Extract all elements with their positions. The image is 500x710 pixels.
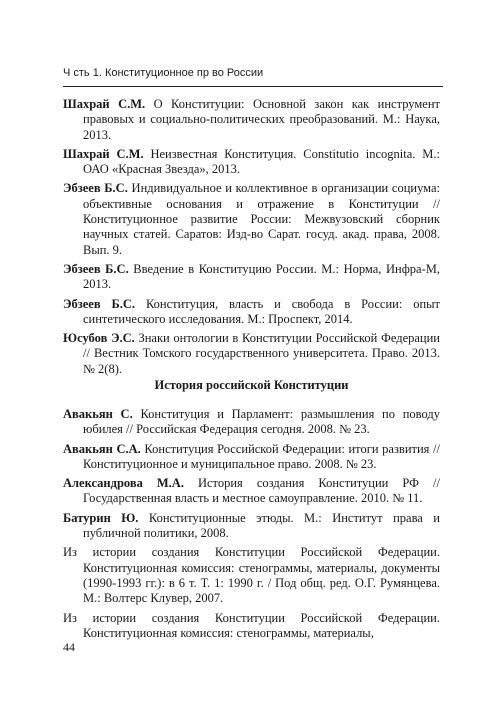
entry-text: Конституция, власть и свобода в России: опыт синтетического исследования. М.: Проспект, 2014. <box>83 296 440 326</box>
entry-author: Эбзеев Б.С. <box>63 181 128 196</box>
entry-text: Конституция и Парламент: размышления по поводу юбилея // Российская Федерация сегодня. 2008. № 23. <box>83 407 440 437</box>
running-header: Ч сть 1. Конституционное пр во России <box>63 67 264 79</box>
bibliography-list-bottom <box>63 407 440 645</box>
bibliography-entry <box>63 147 440 178</box>
bibliography-entry <box>63 545 440 606</box>
bibliography-entry <box>63 407 440 438</box>
entry-author: Эбзеев Б.С. <box>63 261 129 276</box>
header-rule <box>63 86 443 87</box>
entry-author: Александрова М.А. <box>63 476 184 491</box>
entry-author: Шахрай С.М. <box>63 97 146 111</box>
entry-text: Из истории создания Конституции Российской Федерации. Конституционная комиссия: стенограммы, материалы, <box>63 610 440 640</box>
entry-text: История создания Конституции РФ // Государственная власть и местное самоуправление. 2010. № 11. <box>83 476 440 506</box>
entry-author: Шахрай С.М. <box>63 146 144 161</box>
bibliography-entry <box>63 442 440 473</box>
entry-text: Знаки онтологии в Конституции Российской Федерации // Вестник Томского государственного университета. Право. 2013. № 2(8). <box>83 331 440 376</box>
entry-author: Авакьян С. <box>63 407 133 421</box>
bibliography-entry <box>63 476 440 507</box>
entry-text: Из истории создания Конституции Российской Федерации. Конституционная комиссия: стенограммы, материалы, документы (1990-1993 гг.): в 6 т. Т. 1: 1990 г. / Под общ. ред. О.Г. Румянцева. М.: Волтерс Клувер, 2007. <box>63 545 440 606</box>
bibliography-entry <box>63 262 440 293</box>
entry-text: Неизвестная Конституция. Constitutio incognita. М.: ОАО «Красная Звезда», 2013. <box>83 146 440 177</box>
bibliography-entry <box>63 611 440 642</box>
entry-author: Юсубов Э.С. <box>63 331 135 346</box>
section-title: История российской Конституции <box>154 378 349 392</box>
bibliography-entry <box>63 331 440 377</box>
bibliography-entry <box>63 181 440 257</box>
entry-author: Батурин Ю. <box>63 510 139 525</box>
entry-text: Введение в Конституцию России. М.: Норма, Инфра-М, 2013. <box>83 261 440 292</box>
entry-text: О Конституции: Основной закон как инструмент правовых и социально-политических преобразований. М.: Наука, 2013. <box>83 97 440 142</box>
entry-text: Конституция Российской Федерации: итоги развития // Конституционное и муниципальное право. 2008. № 23. <box>83 441 441 471</box>
bibliography-entry <box>63 97 440 143</box>
entry-text: Конституционные этюды. М.: Институт права и публичной политики, 2008. <box>83 510 440 541</box>
bibliography-entry <box>63 511 440 542</box>
bibliography-entry <box>63 297 440 328</box>
bibliography-list-top <box>63 97 440 381</box>
entry-author: Авакьян С.А. <box>63 441 141 456</box>
page-number: 44 <box>63 640 75 654</box>
entry-text: Индивидуальное и коллективное в организации социума: объективные основания и отражение в Конституции // Конституционное развитие России: Межвузовский сборник научных статей. Саратов: Изд-во Сарат. госуд. акад. права, 2008. Вып. 9. <box>83 181 441 257</box>
entry-author: Эбзеев Б.С. <box>63 296 136 311</box>
